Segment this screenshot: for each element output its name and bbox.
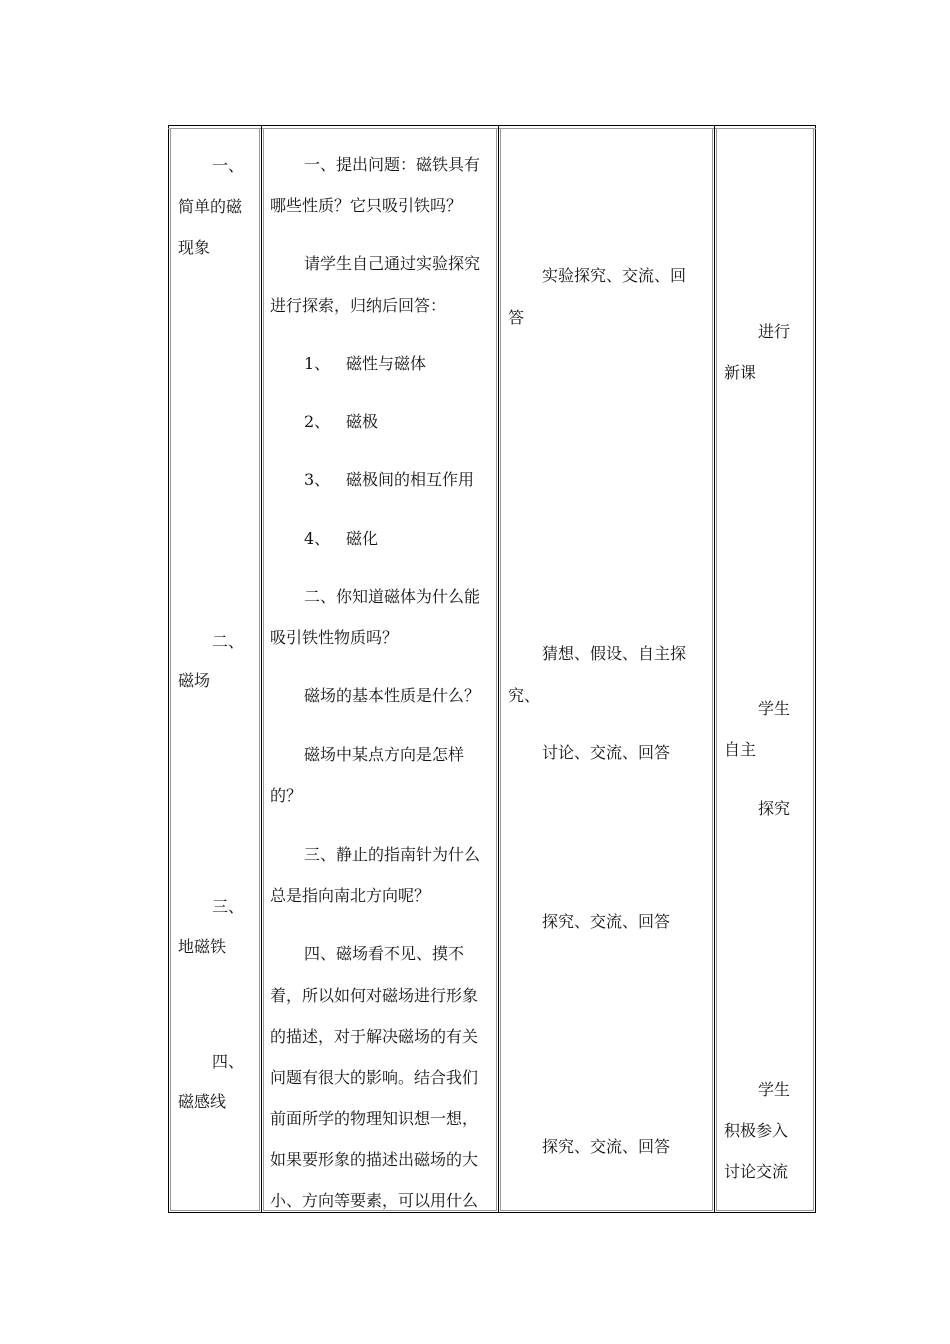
intent-line: 积极参入: [724, 1121, 789, 1140]
list-item-number: 1、: [304, 354, 331, 373]
teacher-text-line: 二、你知道磁体为什么能: [304, 587, 481, 606]
student-activity-line: 实验探究、交流、回: [542, 266, 687, 285]
teacher-text-line: 问题有很大的影响。结合我们: [270, 1068, 479, 1087]
teacher-text-line: 吸引铁性物质吗？: [270, 628, 399, 647]
topic-4-number: 四、: [212, 1052, 245, 1071]
cell-intent: [716, 128, 814, 1211]
topic-4-title: 磁感线: [178, 1092, 227, 1111]
cell-topic: [170, 128, 260, 1211]
column-divider: [498, 126, 499, 1212]
list-item: 磁性与磁体: [346, 354, 427, 373]
student-activity-line: 猜想、假设、自主探: [542, 644, 687, 663]
column-divider: [714, 126, 715, 1212]
teacher-text-line: 总是指向南北方向呢？: [270, 886, 431, 905]
teacher-text-line: 小、方向等要素，可以用什么: [270, 1191, 479, 1210]
student-activity-line: 探究、交流、回答: [542, 1137, 671, 1156]
intent-line: 学生: [758, 1080, 791, 1099]
topic-1-title: 简单的磁: [178, 197, 243, 216]
teacher-text-line: 一、提出问题：磁铁具有: [304, 155, 481, 174]
list-item-number: 4、: [304, 529, 331, 548]
topic-2-title: 磁场: [178, 671, 211, 690]
list-item: 磁化: [346, 529, 379, 548]
topic-1-number: 一、: [212, 156, 245, 175]
column-divider: [261, 126, 262, 1212]
intent-line: 讨论交流: [724, 1162, 789, 1181]
topic-1-title-cont: 现象: [178, 238, 211, 257]
intent-line: 学生: [758, 699, 791, 718]
teacher-text-line: 前面所学的物理知识想一想，: [270, 1109, 479, 1128]
list-item-number: 3、: [304, 470, 331, 489]
teacher-text-line: 进行探索，归纳后回答：: [270, 296, 447, 315]
teacher-text-line: 磁场中某点方向是怎样: [304, 745, 465, 764]
intent-line: 探究: [758, 799, 791, 818]
teacher-text-line: 如果要形象的描述出磁场的大: [270, 1150, 479, 1169]
list-item-number: 2、: [304, 412, 331, 431]
cell-teacher-activity: [263, 128, 497, 1211]
intent-line: 自主: [724, 740, 757, 759]
list-item: 磁极: [346, 412, 379, 431]
list-item: 磁极间的相互作用: [346, 470, 475, 489]
teacher-text-line: 着，所以如何对磁场进行形象: [270, 986, 479, 1005]
teacher-text-line: 三、静止的指南针为什么: [304, 845, 481, 864]
teacher-text-line: 请学生自己通过实验探究: [304, 254, 481, 273]
topic-3-title: 地磁铁: [178, 937, 227, 956]
teacher-text-line: 哪些性质？它只吸引铁吗？: [270, 196, 463, 215]
student-activity-line: 讨论、交流、回答: [542, 743, 671, 762]
student-activity-line: 答: [508, 308, 525, 327]
topic-2-number: 二、: [212, 632, 245, 651]
topic-3-number: 三、: [212, 897, 245, 916]
teacher-text-line: 的描述，对于解决磁场的有关: [270, 1027, 479, 1046]
intent-line: 新课: [724, 363, 757, 382]
teacher-text-line: 四、磁场看不见、摸不: [304, 944, 465, 963]
student-activity-line: 究、: [508, 686, 541, 705]
intent-line: 进行: [758, 322, 791, 341]
teacher-text-line: 磁场的基本性质是什么？: [304, 686, 481, 705]
student-activity-line: 探究、交流、回答: [542, 912, 671, 931]
teacher-text-line: 的？: [270, 786, 303, 805]
cell-student-activity: [500, 128, 713, 1211]
